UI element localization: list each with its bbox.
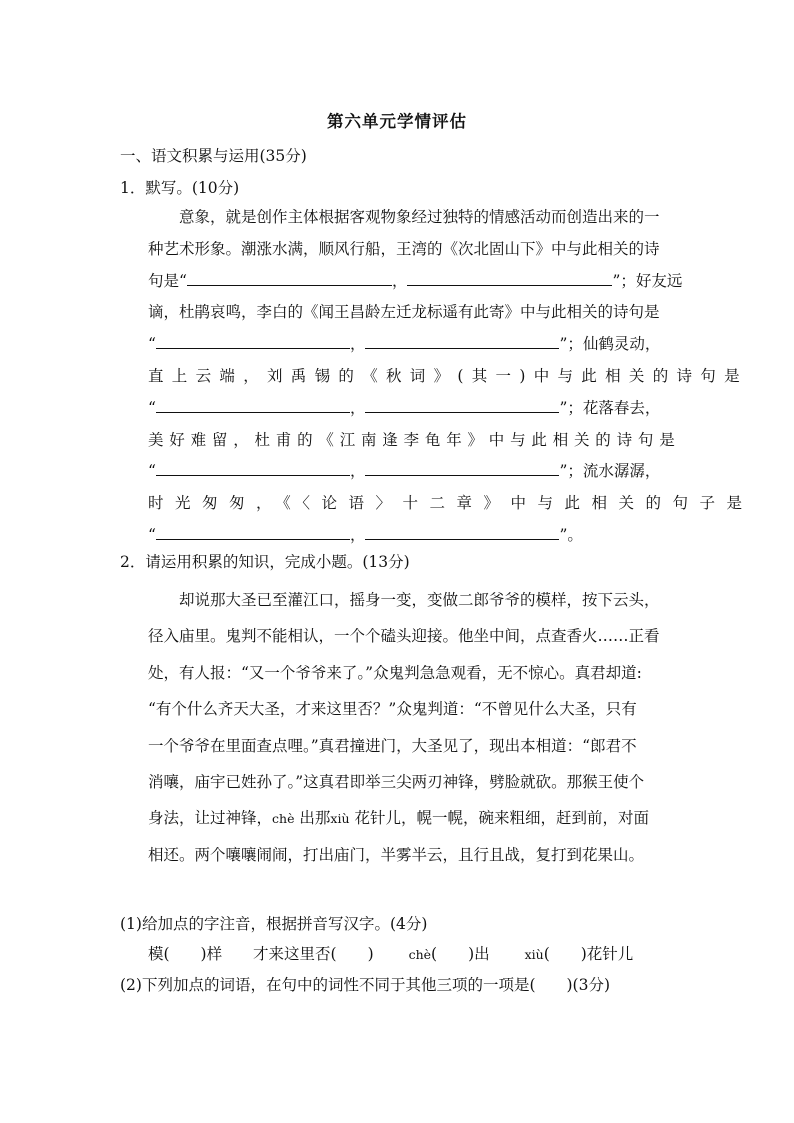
text-fragment: ， bbox=[349, 398, 366, 417]
section-heading: 一、语文积累与运用(35分) bbox=[120, 147, 307, 165]
fill-line bbox=[148, 393, 676, 425]
passage-line: 却说那大圣已至灌江口，摇身一变，变做二郎爷爷的模样，按下云头， bbox=[179, 591, 660, 609]
subquestion-1-options bbox=[148, 942, 633, 964]
passage-line bbox=[148, 800, 676, 836]
text-line: 时光匆匆，《〈论语〉十二章》中与此相关的句子是 bbox=[148, 494, 754, 513]
answer-blank[interactable] bbox=[156, 460, 350, 476]
text-fragment: 身法，让过神锋， bbox=[148, 809, 273, 828]
text-line: 美好难留，杜甫的《江南逢李龟年》中与此相关的诗句是 bbox=[148, 430, 681, 449]
pinyin: xiù bbox=[330, 811, 350, 827]
text-fragment: ”；流水潺潺， bbox=[559, 462, 661, 481]
option-mo[interactable]: 模( )样 bbox=[148, 945, 223, 963]
text-fragment: ， bbox=[349, 462, 366, 481]
text-fragment: ， bbox=[391, 271, 408, 290]
answer-blank[interactable] bbox=[365, 397, 559, 413]
answer-blank[interactable] bbox=[365, 333, 559, 349]
text-fragment: ”；好友远 bbox=[612, 271, 683, 290]
text-fragment: “ bbox=[148, 525, 156, 544]
blank-paren: ( )出 bbox=[431, 945, 490, 963]
passage-line: 一个爷爷在里面查点哩。”真君撞进门，大圣见了，现出本相道：“郎君不 bbox=[148, 736, 637, 755]
text-fragment: 句是“ bbox=[148, 271, 187, 290]
answer-blank[interactable] bbox=[407, 270, 612, 286]
answer-blank[interactable] bbox=[187, 270, 392, 286]
text-fragment: ， bbox=[349, 335, 366, 354]
text-line: 种艺术形象。潮涨水满，顺风行船，王湾的《次北固山下》中与此相关的诗 bbox=[148, 239, 660, 258]
question-1-label: 1．默写。(10分) bbox=[120, 179, 240, 197]
passage bbox=[148, 582, 676, 873]
text-line: 谪，杜鹃哀鸣，李白的《闻王昌龄左迁龙标遥有此寄》中与此相关的诗句是 bbox=[148, 303, 660, 322]
blank-paren: ( )花针儿 bbox=[543, 945, 634, 963]
question-1-body bbox=[148, 202, 754, 552]
answer-blank[interactable] bbox=[156, 397, 350, 413]
fill-line bbox=[148, 329, 676, 361]
text-fragment: 出那 bbox=[299, 809, 331, 828]
fill-line bbox=[148, 266, 683, 298]
pinyin: xiù bbox=[524, 947, 544, 962]
passage-line: 径入庙里。鬼判不能相认，一个个磕头迎接。他坐中间，点查香火……正看 bbox=[148, 627, 660, 646]
text-fragment: ”；仙鹤灵动， bbox=[559, 335, 661, 354]
passage-line: 处，有人报：“又一个爷爷来了。”众鬼判急急观看，无不惊心。真君却道: bbox=[148, 663, 642, 682]
answer-blank[interactable] bbox=[365, 460, 559, 476]
question-2-label: 2．请运用积累的知识，完成小题。(13分) bbox=[120, 553, 410, 571]
answer-blank[interactable] bbox=[156, 333, 350, 349]
answer-blank[interactable] bbox=[156, 524, 350, 540]
subquestion-2-label: (2)下列加点的词语，在句中的词性不同于其他三项的一项是( )(3分) bbox=[120, 976, 611, 994]
text-line: 意象，就是创作主体根据客观物象经过独特的情感活动而创造出来的一 bbox=[179, 208, 660, 226]
fill-line bbox=[148, 520, 676, 552]
page-title: 第六单元学情评估 bbox=[327, 112, 467, 131]
pinyin: chè bbox=[408, 947, 432, 962]
fill-line bbox=[148, 456, 676, 488]
passage-line: 相还。两个嚷嚷闹闹，打出庙门，半雾半云，且行且战，复打到花果山。 bbox=[148, 845, 645, 864]
text-fragment: ”；花落春去， bbox=[559, 398, 661, 417]
text-fragment: “ bbox=[148, 398, 156, 417]
subquestion-1-label: (1)给加点的字注音，根据拼音写汉字。(4分) bbox=[120, 915, 428, 933]
text-fragment: ， bbox=[349, 525, 366, 544]
text-fragment: ”。 bbox=[559, 525, 583, 544]
option-fou[interactable]: 才来这里否( ) bbox=[253, 945, 374, 963]
option-xiu[interactable] bbox=[525, 942, 634, 964]
text-line: 直上云端，刘禹锡的《秋词》(其一)中与此相关的诗句是 bbox=[148, 366, 748, 385]
text-fragment: “ bbox=[148, 462, 156, 481]
text-fragment: 花针儿，幌一幌，碗来粗细，赶到前，对面 bbox=[354, 809, 649, 828]
passage-line: “有个什么齐天大圣，才来这里否？”众鬼判道：“不曾见什么大圣，只有 bbox=[148, 700, 637, 719]
pinyin: chè bbox=[272, 811, 295, 827]
option-che[interactable] bbox=[409, 942, 490, 964]
passage-line: 消嚷，庙宇已姓孙了。”这真君即举三尖两刃神锋，劈脸就砍。那猴王使个 bbox=[148, 772, 645, 791]
text-fragment: “ bbox=[148, 335, 156, 354]
answer-blank[interactable] bbox=[365, 524, 559, 540]
